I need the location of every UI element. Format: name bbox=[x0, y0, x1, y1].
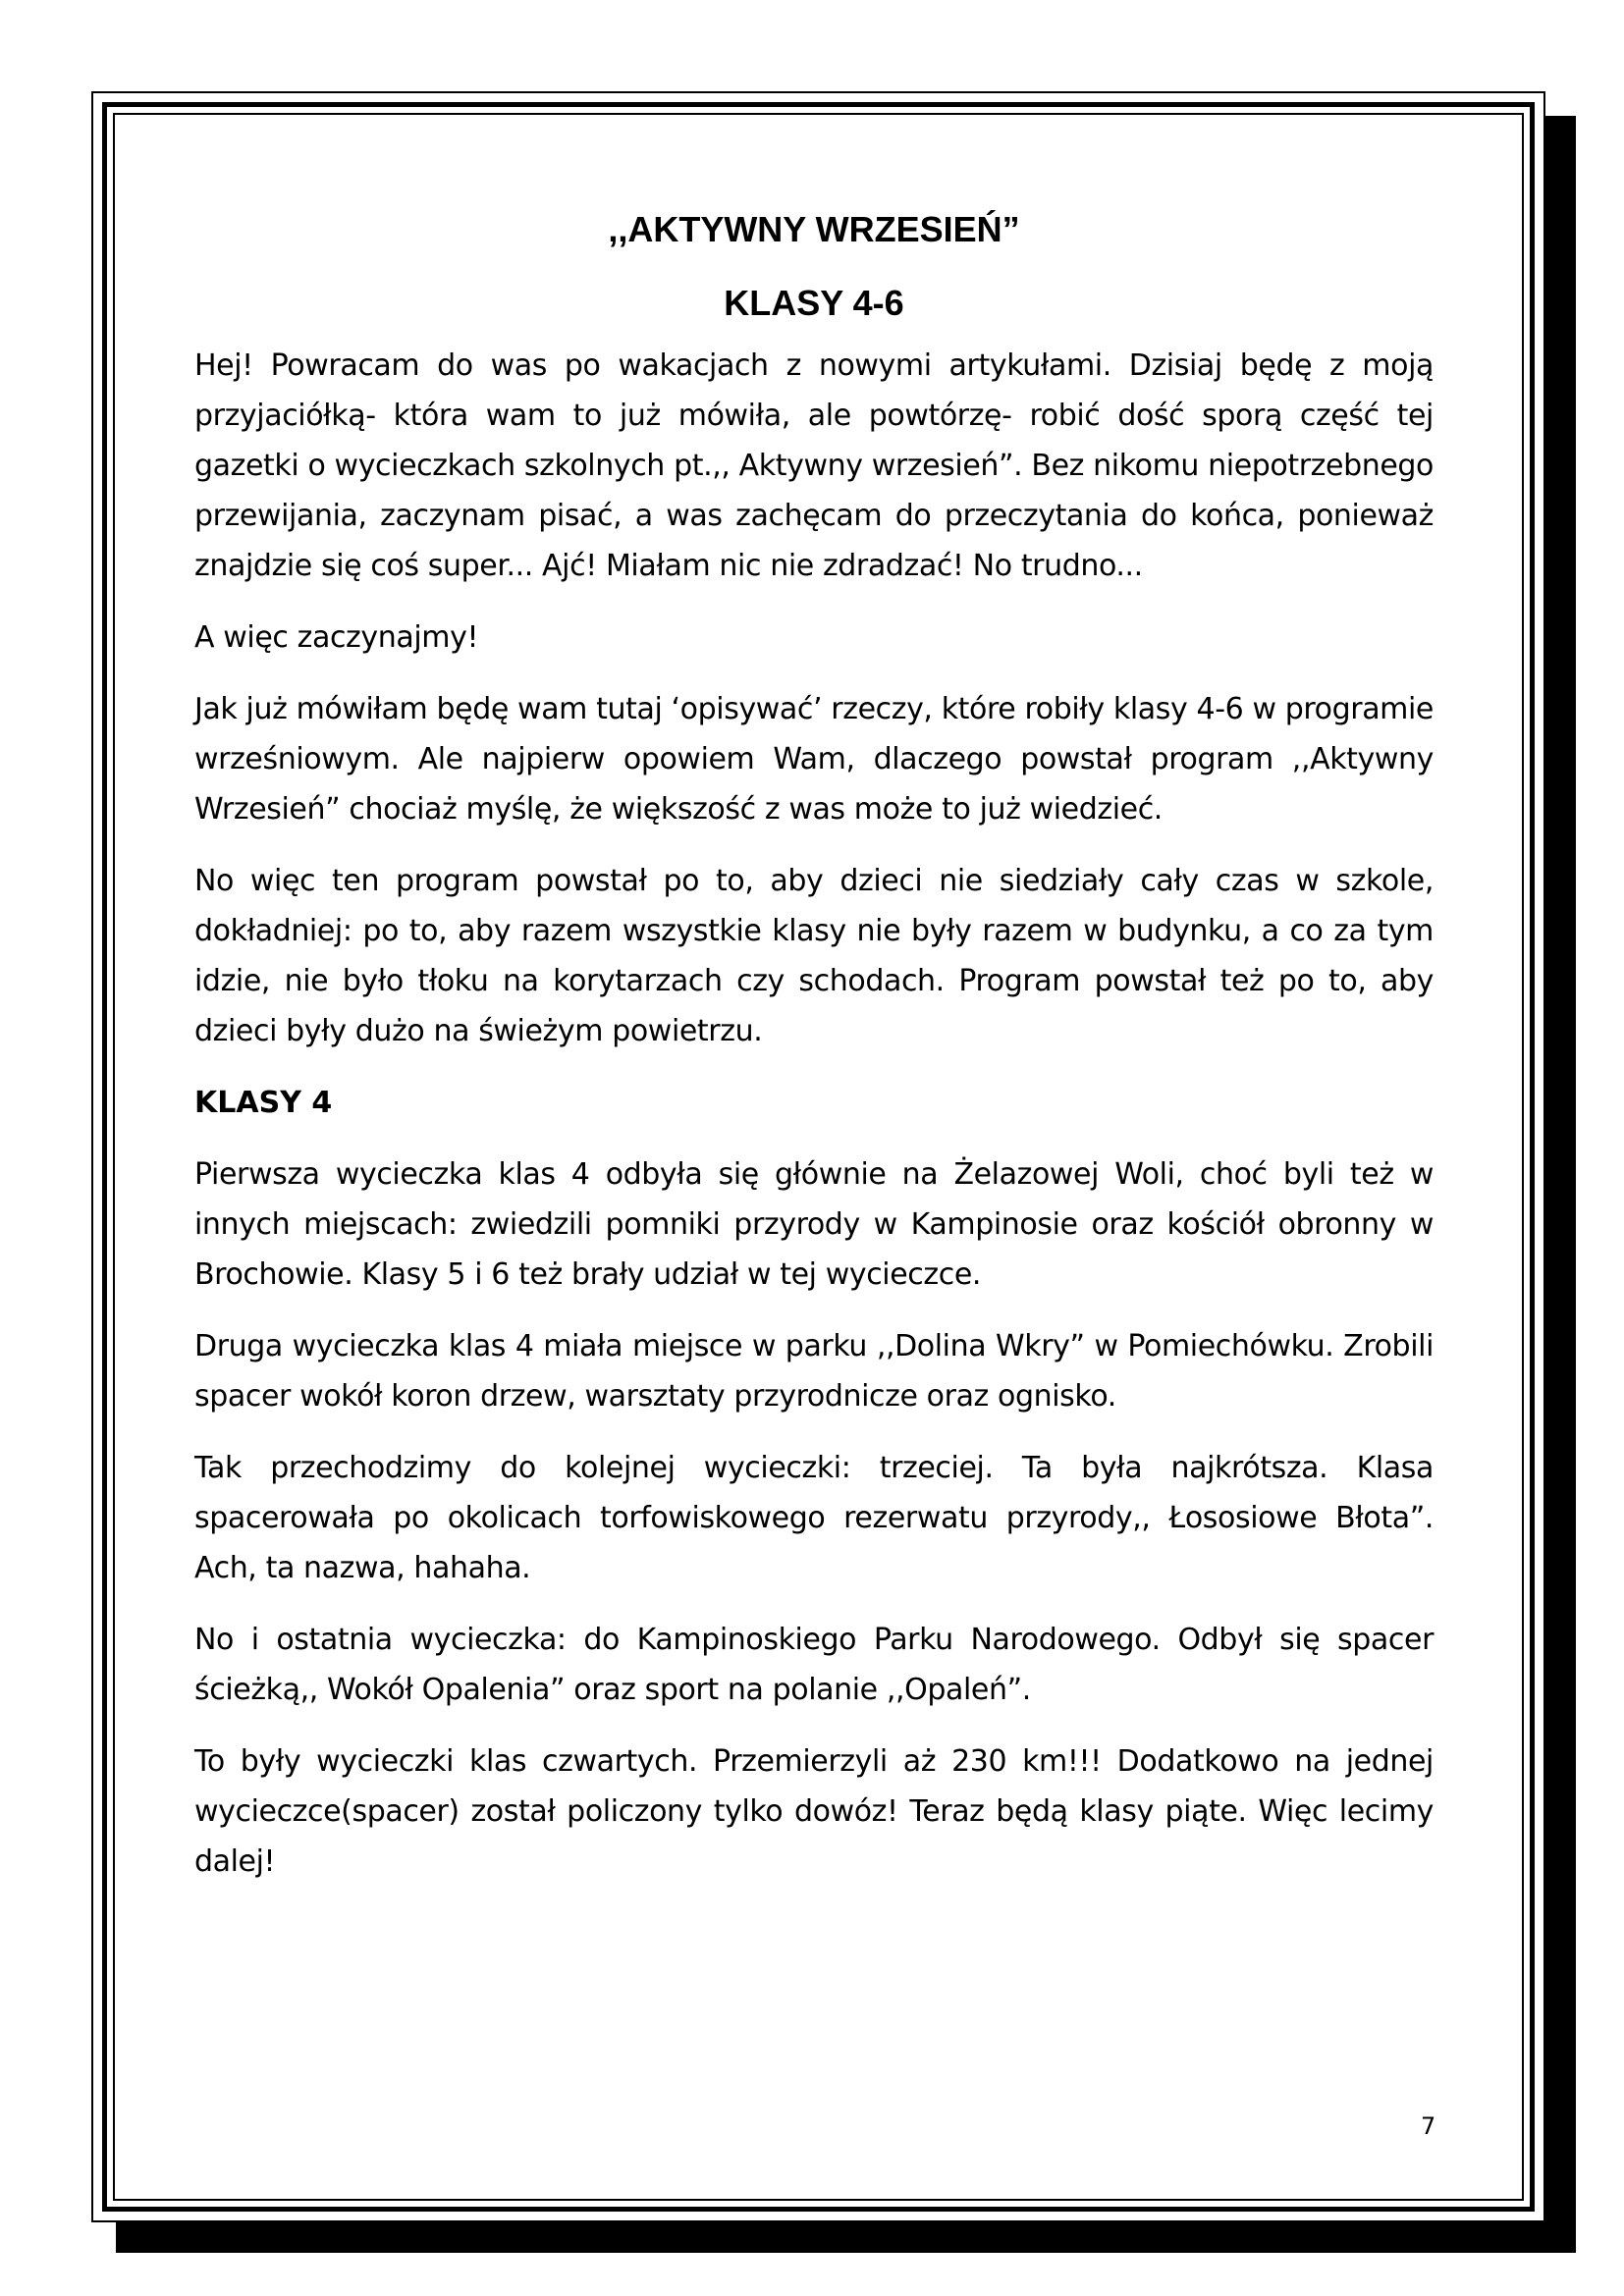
summary-paragraph: To były wycieczki klas czwartych. Przemierzyli aż 230 km!!! Dodatkowo na jednej wycieczce(spacer) został policzony tylko dowóz! Teraz będą klasy piąte. Więc lecimy dalej! bbox=[194, 1744, 1434, 1879]
program-purpose-paragraph: No więc ten program powstał po to, aby dzieci nie siedziały cały czas w szkole, dokładniej: po to, aby razem wszystkie klasy nie były razem w budynku, a co za tym idzie, nie było tłoku na korytarzach czy schodach. Program powstał też po to, aby dzieci były dużo na świeżym powietrzu. bbox=[194, 864, 1434, 1048]
trip-3-paragraph: Tak przechodzimy do kolejnej wycieczki: trzeciej. Ta była najkrótsza. Klasa spacerowała po okolicach torfowiskowego rezerwatu przyrody,, Łososiowe Błota”. Ach, ta nazwa, hahaha. bbox=[194, 1451, 1434, 1585]
article-content bbox=[194, 191, 1434, 1908]
trip-2-paragraph: Druga wycieczka klas 4 miała miejsce w parku ,,Dolina Wkry” w Pomiechówku. Zrobili spacer wokół koron drzew, warsztaty przyrodnicze oraz ognisko. bbox=[194, 1329, 1434, 1414]
section-heading-klasy-4: KLASY 4 bbox=[194, 1086, 333, 1120]
article-title: ,,AKTYWNY WRZESIEŃ” bbox=[608, 209, 1020, 249]
trip-1-paragraph: Pierwsza wycieczka klas 4 odbyła się głównie na Żelazowej Woli, choć byli też w innych miejscach: zwiedzili pomniki przyrody w Kampinosie oraz kościół obronny w Brochowie. Klasy 5 i 6 też brały udział w tej wycieczce. bbox=[194, 1157, 1434, 1292]
program-description-paragraph: Jak już mówiłam będę wam tutaj ‘opisywać’ rzeczy, które robiły klasy 4-6 w programie wrześniowym. Ale najpierw opowiem Wam, dlaczego powstał program ,,Aktywny Wrzesień” chociaż myślę, że większość z was może to już wiedzieć. bbox=[194, 692, 1434, 827]
lets-start-paragraph: A więc zaczynajmy! bbox=[194, 620, 479, 655]
trip-4-paragraph: No i ostatnia wycieczka: do Kampinoskiego Parku Narodowego. Odbył się spacer ścieżką,, Wokół Opalenia” oraz sport na polanie ,,Opaleń”. bbox=[194, 1623, 1434, 1707]
article-subtitle: KLASY 4-6 bbox=[724, 283, 904, 323]
intro-paragraph: Hej! Powracam do was po wakacjach z nowymi artykułami. Dzisiaj będę z moją przyjaciółką- która wam to już mówiła, ale powtórzę- robić dość sporą część tej gazetki o wycieczkach szkolnych pt.,, Aktywny wrzesień”. Bez nikomu niepotrzebnego przewijania, zaczynam pisać, a was zachęcam do przeczytania do końca, ponieważ znajdzie się coś super... Ajć! Miałam nic nie zdradzać! No trudno... bbox=[194, 348, 1434, 583]
page-number: 7 bbox=[1421, 2112, 1436, 2140]
